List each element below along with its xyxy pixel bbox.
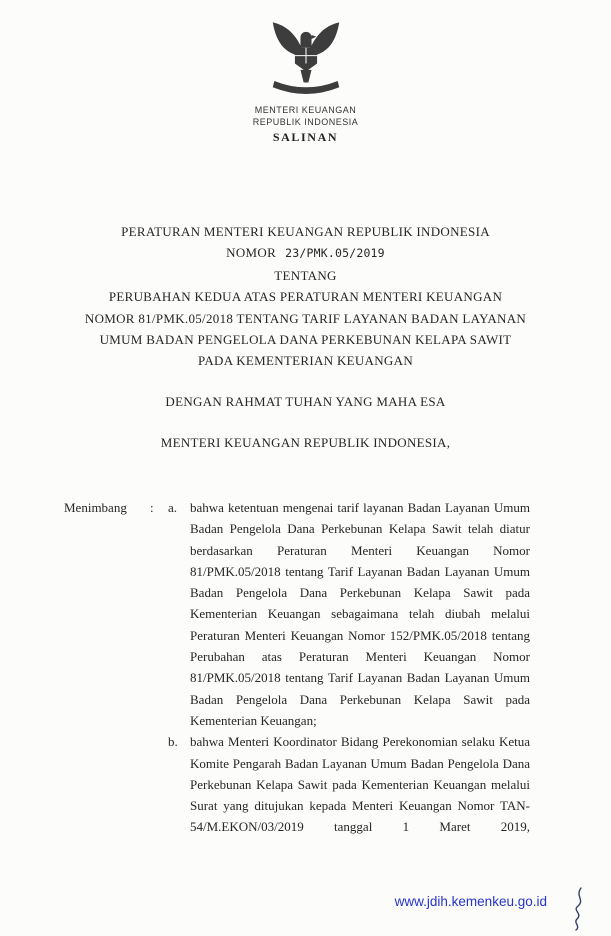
item-b-letter: b. bbox=[168, 734, 178, 750]
subject-line-3: UMUM BADAN PENGELOLA DANA PERKEBUNAN KELAPA SAWIT bbox=[99, 332, 512, 348]
menimbang-label: Menimbang bbox=[64, 500, 127, 515]
letterhead-republic: REPUBLIK INDONESIA bbox=[252, 117, 359, 127]
garuda-pancasila-emblem bbox=[268, 16, 344, 100]
letterhead bbox=[0, 16, 611, 145]
paraf-scribble-icon bbox=[565, 886, 593, 932]
authority-line: MENTERI KEUANGAN REPUBLIK INDONESIA, bbox=[160, 435, 451, 450]
jdih-website-link[interactable]: www.jdih.kemenkeu.go.id bbox=[394, 894, 547, 909]
tentang-label: TENTANG bbox=[274, 267, 337, 283]
regulation-heading: PERATURAN MENTERI KEUANGAN REPUBLIK INDONESIA bbox=[121, 224, 490, 239]
item-b-text: bahwa Menteri Koordinator Bidang Perekonomian selaku Ketua Komite Pengarah Badan Layanan Umum Badan Pengelola Dana Perkebunan Kelapa Sawit pada Kementerian Keuangan melalui Surat yang ditujukan kepada Menteri Keuangan Nomor TAN-54/M.EKON/03/2019 tanggal 1 Maret 2019, bbox=[190, 734, 530, 835]
consideration-item-b bbox=[168, 731, 530, 837]
item-a-letter: a. bbox=[168, 500, 178, 515]
title-block bbox=[40, 221, 571, 372]
subject-line-4: PADA KEMENTERIAN KEUANGAN bbox=[197, 353, 414, 369]
salinan-label: SALINAN bbox=[272, 130, 339, 144]
letterhead-ministry: MENTERI KEUANGAN bbox=[254, 105, 357, 115]
regulation-number-line bbox=[40, 242, 571, 264]
subject-line-1: PERUBAHAN KEDUA ATAS PERATURAN MENTERI KEUANGAN bbox=[108, 289, 503, 305]
invocation-line: DENGAN RAHMAT TUHAN YANG MAHA ESA bbox=[165, 394, 446, 409]
nomor-value: 23/PMK.05/2019 bbox=[285, 246, 385, 261]
considerations-list bbox=[168, 497, 530, 838]
item-a-text: bahwa ketentuan mengenai tarif layanan Badan Layanan Umum Badan Pengelola Dana Perkebunan Kelapa Sawit telah diatur berdasarkan Peraturan Menteri Keuangan Nomor 81/PMK.05/2018 tentang Tarif Layanan Badan Layanan Umum Badan Pengelola Dana Perkebunan Kelapa Sawit pada Kementerian Keuangan sebagaimana telah diubah melalui Peraturan Menteri Keuangan Nomor 152/PMK.05/2018 tentang Perubahan atas Peraturan Menteri Keuangan Nomor 81/PMK.05/2018 tentang Tarif Layanan Badan Layanan Umum Badan Pengelola Dana Perkebunan Kelapa Sawit pada Kementerian Keuangan; bbox=[190, 500, 530, 728]
subject-line-2: NOMOR 81/PMK.05/2018 TENTANG TARIF LAYANAN BADAN LAYANAN bbox=[84, 310, 527, 326]
nomor-label: NOMOR bbox=[226, 245, 277, 261]
considerations-section bbox=[64, 497, 530, 838]
consideration-item-a bbox=[168, 497, 530, 731]
menimbang-colon: : bbox=[150, 500, 154, 515]
